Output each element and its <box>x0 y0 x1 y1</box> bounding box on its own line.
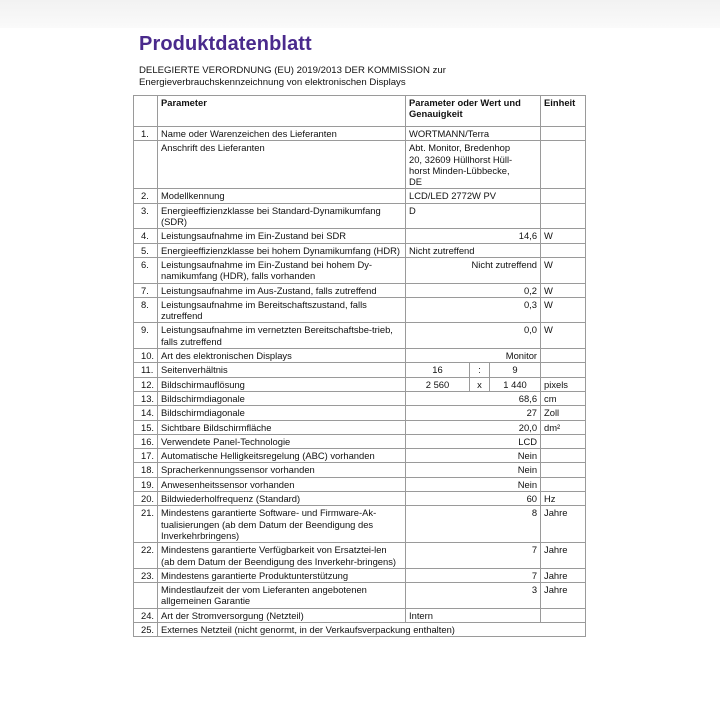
row-parameter: Leistungsaufnahme im Aus-Zustand, falls zutreffend <box>158 283 406 297</box>
row-value: Nicht zutreffend <box>406 257 541 283</box>
table-row <box>134 283 586 297</box>
table-row <box>134 622 586 636</box>
row-number: 9. <box>134 323 158 349</box>
row-number: 24. <box>134 608 158 622</box>
row-value: Intern <box>406 608 541 622</box>
row-unit <box>541 449 586 463</box>
row-value-2: 9 <box>490 363 541 377</box>
row-parameter: Bildschirmdiagonale <box>158 406 406 420</box>
row-value-separator: : <box>470 363 490 377</box>
table-row <box>134 189 586 203</box>
row-value: 0,0 <box>406 323 541 349</box>
row-number: 8. <box>134 297 158 323</box>
row-value: WORTMANN/Terra <box>406 127 541 141</box>
row-unit <box>541 203 586 229</box>
row-number: 12. <box>134 377 158 391</box>
row-value: 8 <box>406 506 541 543</box>
table-row <box>134 492 586 506</box>
table-row <box>134 391 586 405</box>
row-number: 2. <box>134 189 158 203</box>
table-row <box>134 127 586 141</box>
row-number: 4. <box>134 229 158 243</box>
table-row <box>134 506 586 543</box>
row-unit <box>541 141 586 189</box>
row-value: Abt. Monitor, Bredenhop 20, 32609 Hüllhorst Hüll-horst Minden-Lübbecke, DE <box>406 141 541 189</box>
table-row <box>134 203 586 229</box>
row-parameter: Energieeffizienzklasse bei Standard-Dynamikumfang (SDR) <box>158 203 406 229</box>
row-unit: W <box>541 257 586 283</box>
page-title: Produktdatenblatt <box>139 33 312 55</box>
row-value: LCD/LED 2772W PV <box>406 189 541 203</box>
table-row <box>134 608 586 622</box>
row-unit <box>541 477 586 491</box>
row-parameter: Art der Stromversorgung (Netzteil) <box>158 608 406 622</box>
row-number: 23. <box>134 568 158 582</box>
row-unit: Jahre <box>541 568 586 582</box>
row-number: 14. <box>134 406 158 420</box>
row-value: D <box>406 203 541 229</box>
row-unit: cm <box>541 391 586 405</box>
row-number: 21. <box>134 506 158 543</box>
row-value: 20,0 <box>406 420 541 434</box>
row-value: 7 <box>406 543 541 569</box>
row-unit: pixels <box>541 377 586 391</box>
table-row <box>134 449 586 463</box>
row-number: 10. <box>134 349 158 363</box>
top-margin <box>0 0 720 28</box>
table-row <box>134 257 586 283</box>
row-parameter: Mindestlaufzeit der vom Lieferanten angebotenen allgemeinen Garantie <box>158 583 406 609</box>
row-number: 3. <box>134 203 158 229</box>
row-number <box>134 583 158 609</box>
table-row <box>134 568 586 582</box>
row-parameter: Anwesenheitssensor vorhanden <box>158 477 406 491</box>
row-parameter: Sichtbare Bildschirmfläche <box>158 420 406 434</box>
row-unit <box>541 243 586 257</box>
row-unit <box>541 463 586 477</box>
datasheet <box>133 28 585 720</box>
row-parameter: Mindestens garantierte Software- und Firmware-Ak-tualisierungen (ab dem Datum der Beendigung des Inverkehrbringens) <box>158 506 406 543</box>
table-row <box>134 434 586 448</box>
row-parameter: Externes Netzteil (nicht genormt, in der Verkaufsverpackung enthalten) <box>158 622 586 636</box>
row-number: 22. <box>134 543 158 569</box>
row-number: 6. <box>134 257 158 283</box>
table-row <box>134 406 586 420</box>
row-number: 17. <box>134 449 158 463</box>
row-parameter: Verwendete Panel-Technologie <box>158 434 406 448</box>
row-parameter: Art des elektronischen Displays <box>158 349 406 363</box>
row-parameter: Spracherkennungssensor vorhanden <box>158 463 406 477</box>
row-value: Nein <box>406 449 541 463</box>
row-number: 19. <box>134 477 158 491</box>
table-row <box>134 349 586 363</box>
table-row <box>134 543 586 569</box>
table-row <box>134 463 586 477</box>
row-parameter: Automatische Helligkeitsregelung (ABC) vorhanden <box>158 449 406 463</box>
row-parameter: Leistungsaufnahme im Ein-Zustand bei hohem Dy-namikumfang (HDR), falls vorhanden <box>158 257 406 283</box>
table-row <box>134 363 586 377</box>
row-value: Nein <box>406 477 541 491</box>
row-unit <box>541 127 586 141</box>
row-parameter: Modellkennung <box>158 189 406 203</box>
row-number: 20. <box>134 492 158 506</box>
row-value: 14,6 <box>406 229 541 243</box>
row-value: 60 <box>406 492 541 506</box>
row-parameter: Mindestens garantierte Verfügbarkeit von Ersatztei-len (ab dem Datum der Beendigung des Inverkehr-bringens) <box>158 543 406 569</box>
row-unit: dm² <box>541 420 586 434</box>
table-row <box>134 420 586 434</box>
row-value: Nicht zutreffend <box>406 243 541 257</box>
row-unit <box>541 608 586 622</box>
row-value: 7 <box>406 568 541 582</box>
row-number: 5. <box>134 243 158 257</box>
row-value-1: 2 560 <box>406 377 470 391</box>
table-row <box>134 297 586 323</box>
table-row <box>134 323 586 349</box>
row-unit: Jahre <box>541 506 586 543</box>
row-value: 0,3 <box>406 297 541 323</box>
row-parameter: Seitenverhältnis <box>158 363 406 377</box>
row-parameter: Name oder Warenzeichen des Lieferanten <box>158 127 406 141</box>
row-parameter: Energieeffizienzklasse bei hohem Dynamikumfang (HDR) <box>158 243 406 257</box>
row-unit: Jahre <box>541 583 586 609</box>
row-value-2: 1 440 <box>490 377 541 391</box>
row-value: 0,2 <box>406 283 541 297</box>
row-number: 7. <box>134 283 158 297</box>
row-parameter: Bildschirmdiagonale <box>158 391 406 405</box>
row-value: Monitor <box>406 349 541 363</box>
row-number <box>134 141 158 189</box>
table-row <box>134 243 586 257</box>
row-parameter: Leistungsaufnahme im Bereitschaftszustand, falls zutreffend <box>158 297 406 323</box>
row-value: Nein <box>406 463 541 477</box>
table-row <box>134 477 586 491</box>
header-parameter: Parameter <box>158 96 406 127</box>
row-parameter: Anschrift des Lieferanten <box>158 141 406 189</box>
row-value: 3 <box>406 583 541 609</box>
row-unit <box>541 349 586 363</box>
row-number: 18. <box>134 463 158 477</box>
regulation-subtitle: DELEGIERTE VERORDNUNG (EU) 2019/2013 DER KOMMISSION zur Energieverbrauchskennzeichnung von elektronischen Displays <box>139 65 446 88</box>
header-unit: Einheit <box>541 96 586 127</box>
row-value-1: 16 <box>406 363 470 377</box>
row-unit: W <box>541 283 586 297</box>
table-row <box>134 583 586 609</box>
row-parameter: Bildwiederholfrequenz (Standard) <box>158 492 406 506</box>
row-number: 16. <box>134 434 158 448</box>
row-parameter: Leistungsaufnahme im Ein-Zustand bei SDR <box>158 229 406 243</box>
row-number: 1. <box>134 127 158 141</box>
row-value: 68,6 <box>406 391 541 405</box>
row-unit: W <box>541 297 586 323</box>
row-unit <box>541 189 586 203</box>
row-number: 25. <box>134 622 158 636</box>
header-value: Parameter oder Wert und Genauigkeit <box>406 96 541 127</box>
datasheet-table <box>133 95 586 637</box>
row-unit <box>541 363 586 377</box>
table-row <box>134 377 586 391</box>
row-value: LCD <box>406 434 541 448</box>
row-value: 27 <box>406 406 541 420</box>
row-unit: W <box>541 323 586 349</box>
row-parameter: Bildschirmauflösung <box>158 377 406 391</box>
row-unit <box>541 434 586 448</box>
row-parameter: Leistungsaufnahme im vernetzten Bereitschaftsbe-trieb, falls zutreffend <box>158 323 406 349</box>
row-parameter: Mindestens garantierte Produktunterstützung <box>158 568 406 582</box>
row-number: 13. <box>134 391 158 405</box>
row-unit: W <box>541 229 586 243</box>
table-row <box>134 229 586 243</box>
row-unit: Hz <box>541 492 586 506</box>
table-row <box>134 141 586 189</box>
row-unit: Jahre <box>541 543 586 569</box>
row-number: 15. <box>134 420 158 434</box>
row-number: 11. <box>134 363 158 377</box>
table-header-row <box>134 96 586 127</box>
row-value-separator: x <box>470 377 490 391</box>
row-unit: Zoll <box>541 406 586 420</box>
